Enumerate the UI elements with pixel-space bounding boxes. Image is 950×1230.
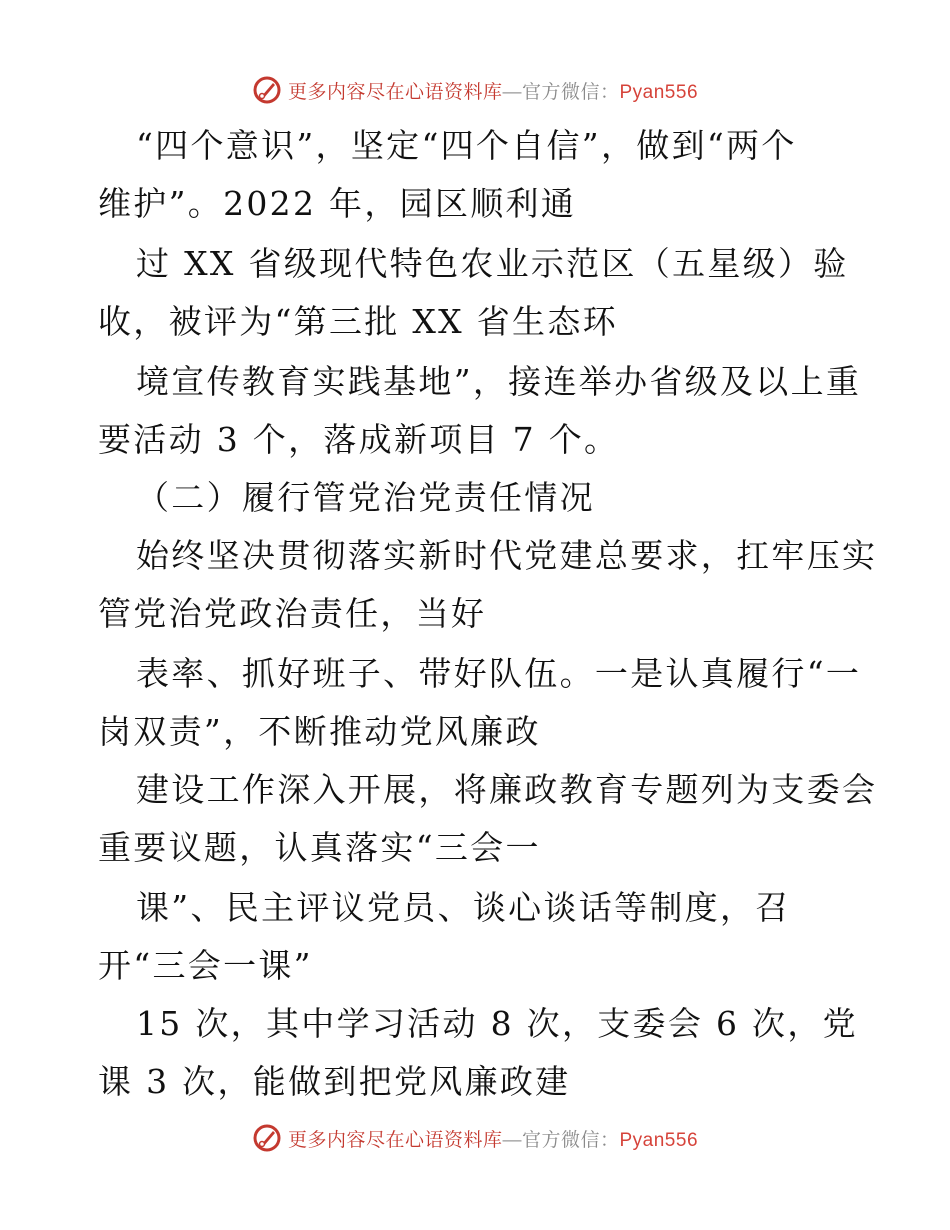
text-line: 课 3 次，能做到把党风廉政建 (98, 1062, 571, 1101)
text-line: 重要议题，认真落实“三会一 (98, 828, 541, 867)
text-line: 课”、民主评议党员、谈心谈话等制度，召 (136, 888, 791, 927)
quill-seal-icon (252, 75, 282, 105)
text-line: 始终坚决贯彻落实新时代党建总要求，扛牢压实 (136, 536, 878, 575)
text-line: 境宣传教育实践基地”，接连举办省级及以上重 (136, 362, 862, 401)
text-line: 岗双责”，不断推动党风廉政 (98, 712, 541, 751)
text-line: 要活动 3 个，落成新项目 7 个。 (98, 420, 620, 459)
text-line: 15 次，其中学习活动 8 次，支委会 6 次，党 (136, 1004, 858, 1043)
watermark-text: 更多内容尽在心语资料库—官方微信：Pyan556 (287, 1129, 699, 1151)
header-watermark (0, 72, 950, 108)
text-line: 建设工作深入开展，将廉政教育专题列为支委会 (136, 770, 878, 809)
section-heading: （二）履行管党治党责任情况 (136, 478, 595, 517)
text-line: 开“三会一课” (98, 946, 313, 985)
text-line: 表率、抓好班子、带好队伍。一是认真履行“一 (136, 654, 862, 693)
footer-watermark (0, 1120, 950, 1156)
quill-seal-icon (252, 1123, 282, 1153)
text-line: 维护”。2022 年，园区顺利通 (98, 184, 577, 223)
watermark-text: 更多内容尽在心语资料库—官方微信：Pyan556 (287, 81, 699, 103)
text-line: 管党治党政治责任，当好 (98, 594, 487, 633)
text-line: 过 XX 省级现代特色农业示范区（五星级）验 (136, 244, 849, 283)
text-line: 收，被评为“第三批 XX 省生态环 (98, 302, 618, 341)
text-line: “四个意识”，坚定“四个自信”，做到“两个 (136, 126, 797, 165)
